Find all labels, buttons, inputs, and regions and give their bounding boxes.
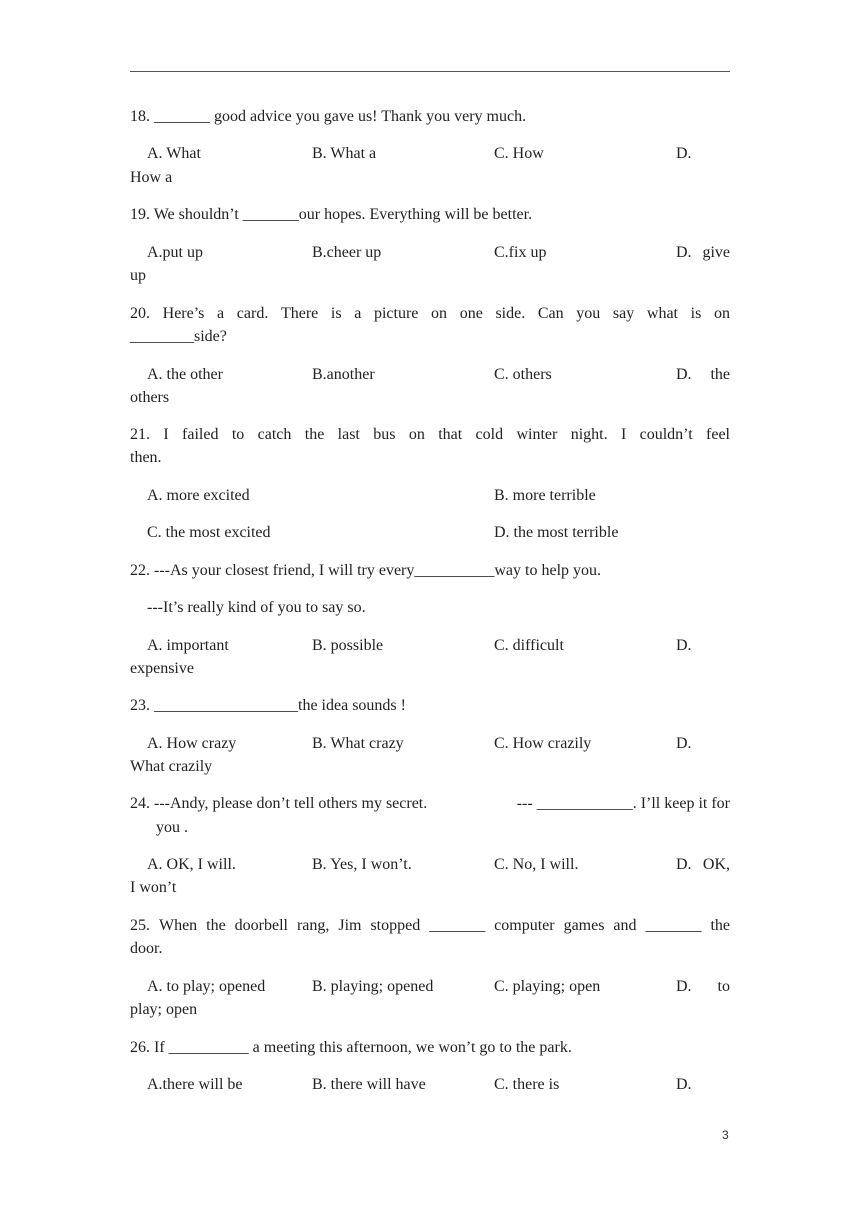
question-20-stem-line1 xyxy=(130,304,730,324)
q23-option-a: A. How crazy xyxy=(147,735,237,752)
stem-word: that xyxy=(438,426,463,443)
q19-option-b: B.cheer up xyxy=(312,244,382,261)
stem-word: couldn’t xyxy=(639,426,693,443)
q19-option-c: C.fix up xyxy=(494,244,547,261)
stem-word: on xyxy=(431,305,448,322)
q24-option-c: C. No, I will. xyxy=(494,856,579,873)
stem-word: Here’s xyxy=(162,305,205,322)
q24-option-d-text: I won’t xyxy=(130,879,177,896)
q25-option-d-label: D. xyxy=(676,978,692,995)
q26-option-d-label: D. xyxy=(676,1076,692,1093)
stem-word: failed xyxy=(182,426,219,443)
stem-word: rang, xyxy=(296,917,330,934)
q25-option-d-text: play; open xyxy=(130,1001,198,1018)
stem-word: 21. xyxy=(130,426,150,443)
stem-word: I xyxy=(163,426,169,443)
stem-word: When xyxy=(158,917,198,934)
question-21-stem-line2: then. xyxy=(130,449,162,466)
q19-option-d-word: give xyxy=(702,244,730,261)
stem-word: a xyxy=(354,305,362,322)
question-18-stem: 18. _______ good advice you gave us! Thank you very much. xyxy=(130,108,527,125)
q21-option-c: C. the most excited xyxy=(147,524,271,541)
q23-option-d-text: What crazily xyxy=(130,758,213,775)
q24-option-d-word: OK, xyxy=(702,856,730,873)
q23-option-c: C. How crazily xyxy=(494,735,592,752)
stem-word: you xyxy=(576,305,601,322)
q26-option-c: C. there is xyxy=(494,1076,560,1093)
q19-option-d-line xyxy=(676,243,730,263)
q23-option-d-label: D. xyxy=(676,735,692,752)
question-24-stem-reply: --- ____________. I’ll keep it for xyxy=(516,795,730,812)
stem-word: on xyxy=(713,305,730,322)
question-24-stem-line2: you . xyxy=(156,819,188,836)
stem-word: to xyxy=(231,426,245,443)
stem-word: one xyxy=(459,305,483,322)
question-21-stem-line1 xyxy=(130,425,730,445)
stem-word: winter xyxy=(516,426,558,443)
stem-word: There xyxy=(280,305,319,322)
stem-word: say xyxy=(612,305,635,322)
q18-option-d-label: D. xyxy=(676,145,692,162)
q21-option-b: B. more terrible xyxy=(494,487,596,504)
stem-word: card. xyxy=(236,305,269,322)
q23-option-b: B. What crazy xyxy=(312,735,404,752)
q18-option-c: C. How xyxy=(494,145,544,162)
stem-word: Can xyxy=(537,305,564,322)
stem-word: night. xyxy=(570,426,608,443)
stem-word: feel xyxy=(706,426,730,443)
question-25-stem-line1 xyxy=(130,916,730,936)
q24-option-b: B. Yes, I won’t. xyxy=(312,856,412,873)
q25-option-c: C. playing; open xyxy=(494,978,601,995)
q25-option-b: B. playing; opened xyxy=(312,978,434,995)
stem-word: I xyxy=(620,426,627,443)
stem-word: doorbell xyxy=(234,917,288,934)
q20-option-d-line xyxy=(676,365,730,385)
stem-word: picture xyxy=(373,305,419,322)
question-20-stem-line2: ________side? xyxy=(130,328,227,345)
stem-word: side. xyxy=(495,305,526,322)
q18-option-b: B. What a xyxy=(312,145,377,162)
q26-option-b: B. there will have xyxy=(312,1076,426,1093)
stem-word: Jim xyxy=(338,917,362,934)
stem-word: cold xyxy=(475,426,504,443)
question-26-stem: 26. If __________ a meeting this afternoon, we won’t go to the park. xyxy=(130,1039,572,1056)
q24-option-a: A. OK, I will. xyxy=(147,856,236,873)
stem-word: bus xyxy=(373,426,396,443)
question-25-stem-line2: door. xyxy=(130,940,163,957)
stem-word: _______ xyxy=(645,917,702,934)
stem-word: a xyxy=(217,305,225,322)
q26-option-a: A.there will be xyxy=(147,1076,243,1093)
stem-word: stopped xyxy=(370,917,421,934)
stem-word: computer xyxy=(494,917,555,934)
stem-word: _______ xyxy=(429,917,486,934)
stem-word: and xyxy=(613,917,637,934)
q22-option-c: C. difficult xyxy=(494,637,564,654)
stem-word: 25. xyxy=(130,917,150,934)
stem-word: games xyxy=(563,917,605,934)
stem-word: 20. xyxy=(130,305,150,322)
q22-reply: ---It’s really kind of you to say so. xyxy=(147,599,366,616)
question-19-stem: 19. We shouldn’t _______our hopes. Everything will be better. xyxy=(130,206,533,223)
q21-option-d: D. the most terrible xyxy=(494,524,619,541)
stem-word: the xyxy=(206,917,226,934)
q20-option-d-label: D. xyxy=(676,366,692,383)
question-23-stem: 23. __________________the idea sounds ! xyxy=(130,697,406,714)
q25-option-d-line xyxy=(676,977,730,997)
q20-option-c: C. others xyxy=(494,366,552,383)
q20-option-b: B.another xyxy=(312,366,375,383)
stem-word: catch xyxy=(257,426,292,443)
stem-word: is xyxy=(690,305,702,322)
q21-option-a: A. more excited xyxy=(147,487,250,504)
q20-option-a: A. the other xyxy=(147,366,223,383)
q22-option-d-text: expensive xyxy=(130,660,194,677)
q19-option-d-text: up xyxy=(130,267,146,284)
q19-option-a: A.put up xyxy=(147,244,203,261)
page-number: 3 xyxy=(722,1128,729,1142)
q20-option-d-text: others xyxy=(130,389,170,406)
question-22-stem: 22. ---As your closest friend, I will try every__________way to help you. xyxy=(130,562,602,579)
q24-option-d-line xyxy=(676,855,730,875)
q18-option-d-text: How a xyxy=(130,169,173,186)
q24-option-d-label: D. xyxy=(676,856,692,873)
q19-option-d-label: D. xyxy=(676,244,692,261)
question-24-stem: 24. ---Andy, please don’t tell others my secret. xyxy=(130,795,428,812)
q25-option-a: A. to play; opened xyxy=(147,978,266,995)
stem-word: the xyxy=(710,917,730,934)
stem-word: the xyxy=(304,426,325,443)
q20-option-d-word: the xyxy=(710,366,730,383)
stem-word: is xyxy=(330,305,342,322)
header-rule xyxy=(130,71,730,72)
q18-option-a: A. What xyxy=(147,145,201,162)
q22-option-d-label: D. xyxy=(676,637,692,654)
q25-option-d-word: to xyxy=(717,978,730,995)
stem-word: what xyxy=(646,305,678,322)
stem-word: last xyxy=(337,426,360,443)
q22-option-b: B. possible xyxy=(312,637,384,654)
q22-option-a: A. important xyxy=(147,637,229,654)
stem-word: on xyxy=(408,426,425,443)
